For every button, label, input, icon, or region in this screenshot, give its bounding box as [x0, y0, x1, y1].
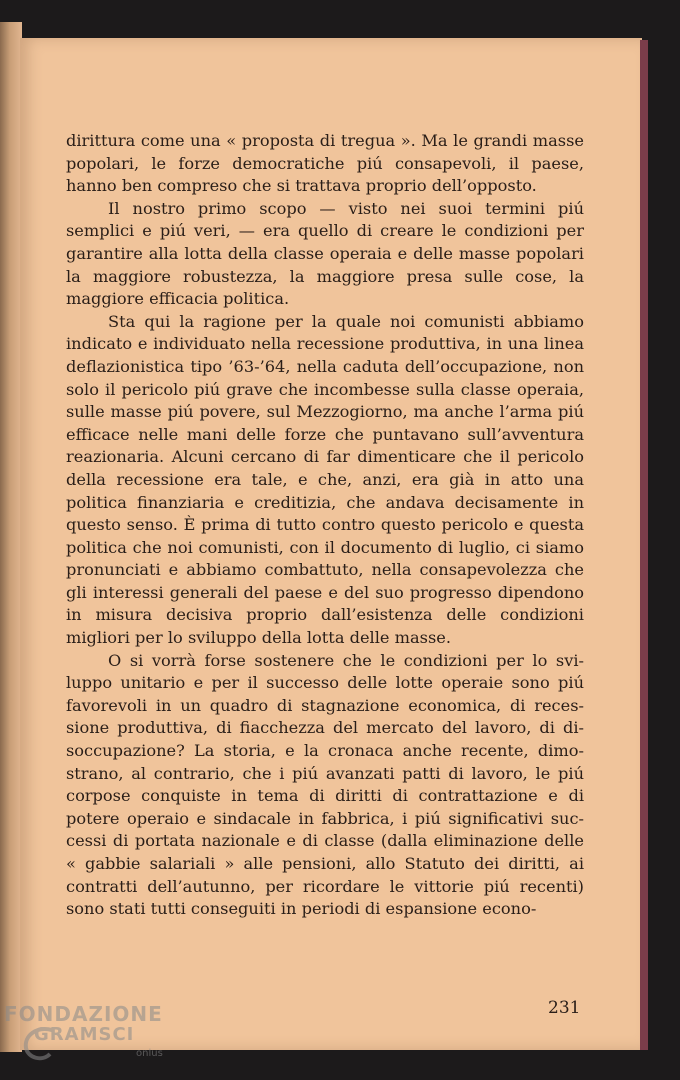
cover-edge	[640, 40, 648, 1050]
paragraph-1: dirittura come una « proposta di tregua ». Ma le grandi masse popolari, le forze democratiche piú consapevoli, il paese, hanno ben compreso che si trattava proprio dell’opposto.	[66, 131, 584, 196]
watermark-logo	[4, 1002, 184, 1072]
paragraph-2: Il nostro primo scopo — visto nei suoi termini piú semplici e piú veri, — era quello di creare le condizioni per garantire alla lotta della classe operaia e delle masse popolari la maggiore robustezza, la maggiore presa sulle cose, la maggiore efficacia politica.	[66, 198, 584, 309]
watermark-suffix: onlus	[136, 1048, 163, 1059]
paragraph-3: Sta qui la ragione per la quale noi comunisti abbiamo indicato e individuato nella recessione produttiva, in una linea deflazionistica tipo ’63-’64, nella caduta dell’occupazione, non solo il pericolo piú grave che incombesse sulla classe operaia, sulle masse piú povere, sul Mezzogiorno, ma anche l’arma piú efficace nelle mani delle forze che puntavano sull’avventura reazionaria. Alcuni cercano di far dimenticare che il pericolo della recessione era tale, e che, anzi, era già in atto una politica finanziaria e creditizia, che andava decisamente in questo senso. È prima di tutto contro questo pericolo e questa politica che noi comunisti, con il documento di luglio, ci siamo pronunciati e abbiamo combattuto, nella consapevolezza che gli interessi generali del paese e del suo progresso dipendono in misura decisiva proprio dall’esistenza delle condizioni migliori per lo sviluppo della lotta delle masse.	[66, 311, 584, 648]
page-spine	[0, 22, 22, 1052]
paragraph-4: O si vorrà forse sostenere che le condizioni per lo sviluppo unitario e per il successo delle lotte operaie sono piú favorevoli in un quadro di stagnazione economica, di recessione produttiva, di fiacchezza del mercato del lavoro, di disoccupazione? La storia, e la cronaca anche recente, dimostrano, al contrario, che i piú avanzati patti di lavoro, le piú corpose conquiste in tema di diritti di contrattazione e di potere operaio e sindacale in fabbrica, i piú significativi successi di portata nazionale e di classe (dalla eliminazione delle « gabbie salariali » alle pensioni, allo Statuto dei diritti, ai contratti dell’autunno, per ricordare le vittorie piú recenti) sono stati tutti conseguiti in periodi di espansione econo-	[66, 650, 584, 919]
page-number: 231	[548, 998, 581, 1018]
body-text	[66, 130, 584, 921]
watermark-line1: FONDAZIONE	[4, 1002, 163, 1026]
watermark-line2: GRAMSCI	[34, 1024, 135, 1045]
